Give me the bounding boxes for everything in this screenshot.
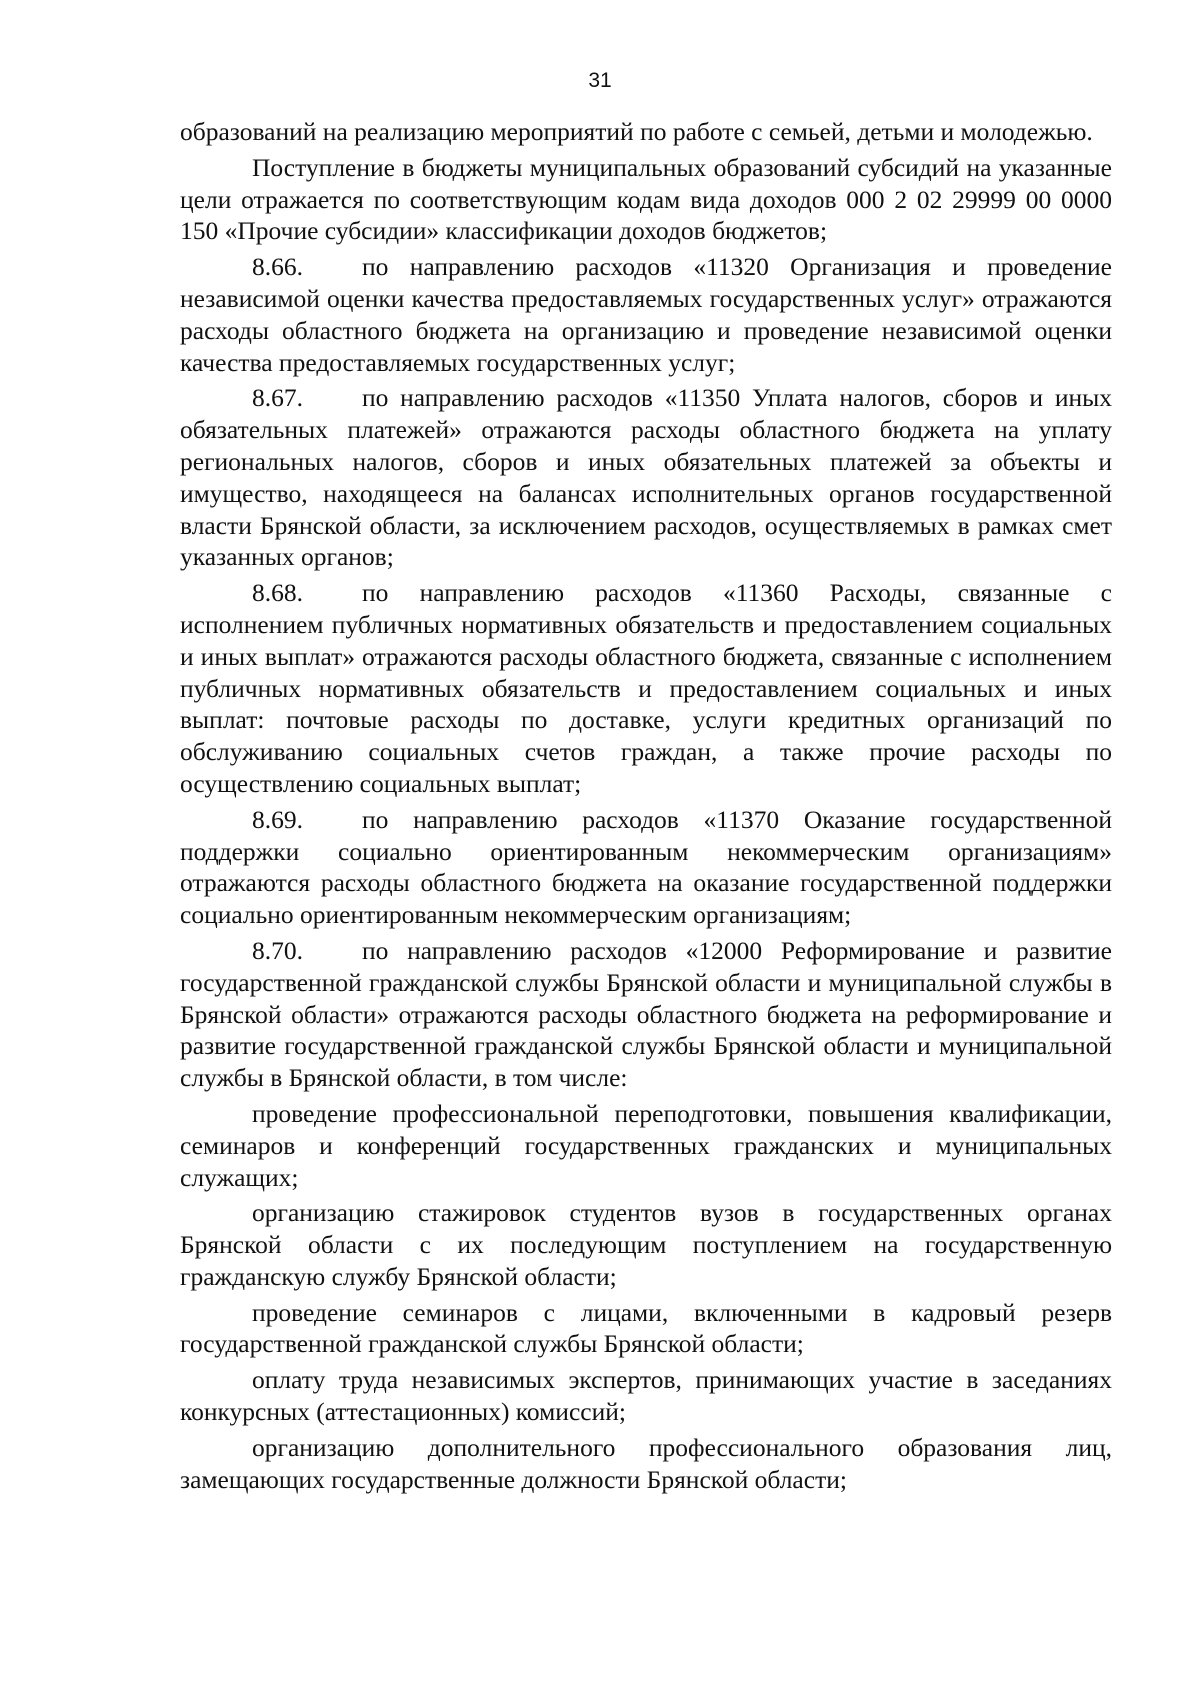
list-item-8-66 bbox=[180, 251, 1112, 378]
paragraph bbox=[180, 152, 1112, 247]
paragraph-continuation bbox=[180, 116, 1112, 148]
paragraph bbox=[180, 1432, 1112, 1496]
item-number: 8.68. bbox=[252, 578, 303, 608]
paragraph bbox=[180, 1364, 1112, 1428]
paragraph bbox=[180, 1297, 1112, 1361]
paragraph bbox=[180, 1098, 1112, 1193]
paragraph-text: организацию стажировок студентов вузов в государственных органах Брянской области с их последующим поступлением на государственную гражданскую службу Брянской области; bbox=[180, 1198, 1112, 1291]
item-text: по направлению расходов «12000 Реформирование и развитие государственной гражданской службы Брянской области и муниципальной службы в Брянской области» отражаются расходы областного бюджета на реформирование и развитие государственной гражданской службы Брянской области и муниципальной службы в Брянской области, в том числе: bbox=[180, 935, 1112, 1093]
item-text: по направлению расходов «11350 Уплата налогов, сборов и иных обязательных платежей» отражаются расходы областного бюджета на уплату региональных налогов, сборов и иных обязательных платежей за объекты и имущество, находящееся на балансах исполнительных органов государственной власти Брянской области, за исключением расходов, осуществляемых в рамках смет указанных органов; bbox=[180, 383, 1112, 572]
list-item-8-69 bbox=[180, 804, 1112, 931]
item-text: по направлению расходов «11370 Оказание государственной поддержки социально ориентированным некоммерческим организациям» отражаются расходы областного бюджета на оказание государственной поддержки социально ориентированным некоммерческим организациям; bbox=[180, 804, 1112, 930]
item-text: по направлению расходов «11360 Расходы, связанные с исполнением публичных нормативных обязательств и предоставлением социальных и иных выплат» отражаются расходы областного бюджета, связанные с исполнением публичных нормативных обязательств и предоставлением социальных и иных выплат: почтовые расходы по доставке, услуги кредитных организаций по обслуживанию социальных счетов граждан, а также прочие расходы по осуществлению социальных выплат; bbox=[180, 578, 1112, 798]
item-text: по направлению расходов «11320 Организация и проведение независимой оценки качества предоставляемых государственных услуг» отражаются расходы областного бюджета на организацию и проведение независимой оценки качества предоставляемых государственных услуг; bbox=[180, 252, 1112, 377]
paragraph-text: Поступление в бюджеты муниципальных образований субсидий на указанные цели отражается по соответствующим кодам вида доходов 000 2 02 29999 00 0000 150 «Прочие субсидии» классификации доходов бюджетов; bbox=[180, 152, 1112, 246]
paragraph-text: проведение семинаров с лицами, включенными в кадровый резерв государственной гражданской службы Брянской области; bbox=[180, 1297, 1112, 1359]
paragraph-text: оплату труда независимых экспертов, принимающих участие в заседаниях конкурсных (аттестационных) комиссий; bbox=[180, 1365, 1112, 1427]
page-number: 31 bbox=[588, 69, 612, 92]
paragraph-text: образований на реализацию мероприятий по работе с семьей, детьми и молодежью. bbox=[180, 117, 1093, 146]
paragraph-text: организацию дополнительного профессионального образования лиц, замещающих государственные должности Брянской области; bbox=[180, 1432, 1112, 1494]
item-number: 8.67. bbox=[252, 383, 303, 413]
item-number: 8.69. bbox=[252, 804, 303, 834]
list-item-8-70 bbox=[180, 935, 1112, 1094]
list-item-8-67 bbox=[180, 382, 1112, 573]
paragraph-text: проведение профессиональной переподготовки, повышения квалификации, семинаров и конференций государственных гражданских и муниципальных служащих; bbox=[180, 1098, 1112, 1192]
item-number: 8.66. bbox=[252, 252, 303, 282]
paragraph bbox=[180, 1197, 1112, 1292]
item-number: 8.70. bbox=[252, 935, 303, 965]
list-item-8-68 bbox=[180, 577, 1112, 800]
document-body bbox=[180, 116, 1112, 1499]
